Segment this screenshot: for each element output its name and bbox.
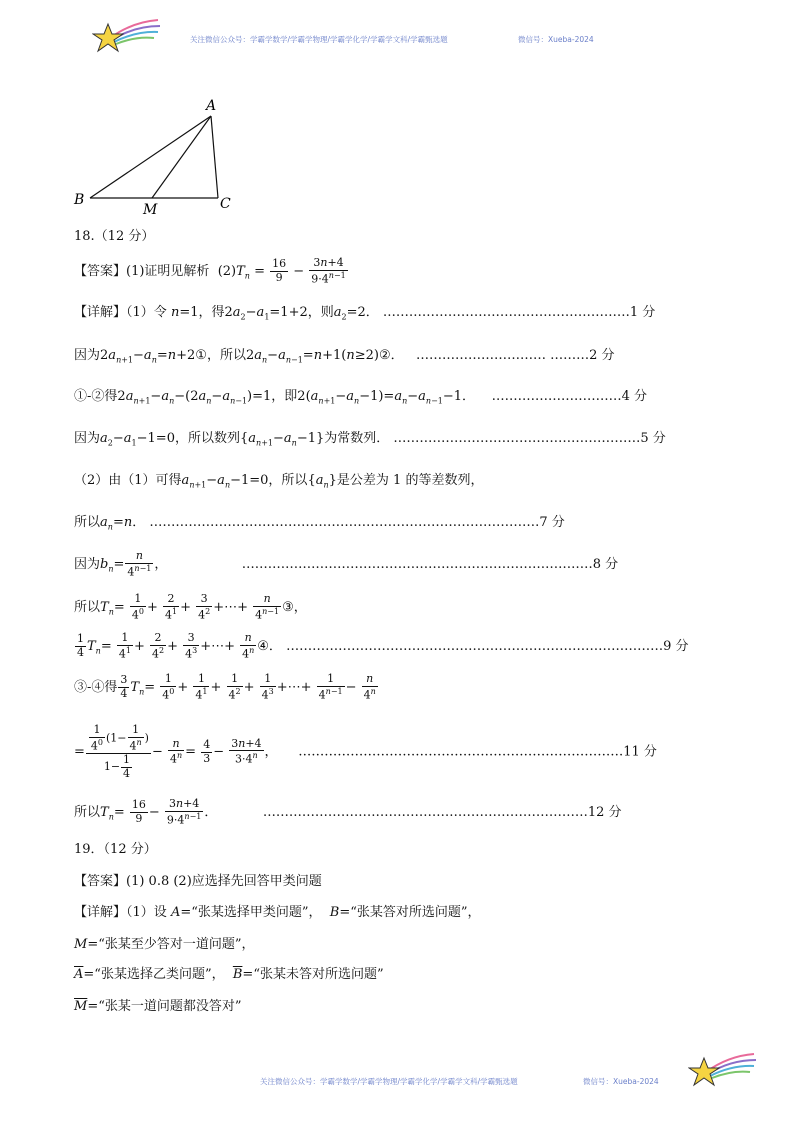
label-M: M [143,202,158,218]
footer-right: 微信号：Xueba-2024 [583,1077,659,1086]
q18-line11: = $\frac{1}{4^0}$ (1− $\frac{1}{4^n}$ ) 1− $\frac{1}{4}$ − $\frac{n}{4^n}$ = $\frac{4}{3}$ − $\frac{3n+4}{3\cdot 4^n}$ ， …………………………………………………………………11 分 [74,723,657,780]
label-C: C [220,196,231,212]
star-logo-icon [92,18,162,56]
q18-line1: 【详解】（1）令 n=1，得$2a_2-a_1=1+2$，则$a_2=2$． …………………………………………………1 分 [74,305,656,322]
q18-answer: 【答案】(1)证明见解析 $(2)T_n$ = $\frac{16}{9}$ − $\frac{3n+4}{9\cdot 4^{n-1}}$ [74,256,346,286]
label-A: A [206,98,217,114]
q19-line3: $\overline{A}=“$张某选择乙类问题”， $\overline{B}=“$张某未答对所选问题” [74,967,384,982]
q19-answer: 【答案】(1) 0.8 (2)应选择先回答甲类问题 [74,874,322,889]
header-top-right: 微信号：Xueba-2024 [518,35,594,44]
q18-line8: 所以$T_n=$ $\frac{1}{4^0}$ + $\frac{2}{4^1}$ + $\frac{3}{4^2}$ +⋯+ $\frac{n}{4^{n-1}}$ ③， [74,592,307,622]
q19-heading: 19．（12 分） [74,842,157,857]
q18-line2: 因为$2a_{n+1}-a_n=n+2①$，所以$2a_n-a_{n-1}=n+1(n\ge 2)②$． ………………………… ………2 分 [74,348,615,365]
q18-line7: 因为$b_n=$ $\frac{n}{4^{n-1}}$ ， ………………………………………………………………………8 分 [74,549,619,579]
q18-line4: 因为$a_2-a_1-1=0$，所以数列$\{a_{n+1}-a_n-1\}$为常数列． …………………………………………………5 分 [74,431,666,448]
header-top-left: 关注微信公众号：学霸学数学/学霸学物理/学霸学化学/学霸学文科/学霸甄选题 [190,35,448,44]
q18-line9: $\frac{1}{4}$ $T_n=$ $\frac{1}{4^1}$ + $\frac{2}{4^2}$ + $\frac{3}{4^3}$ +⋯+ $\frac{n}{4^n}$ ④． ……………………………………………………………………………9 分 [77,631,689,661]
side-AC [211,116,218,198]
footer-left: 关注微信公众号：学霸学数学/学霸学物理/学霸学化学/学霸学文科/学霸甄选题 [260,1077,518,1086]
q18-line3: ①-②得$2a_{n+1}-a_n-(2a_n-a_{n-1})=1$，即$2(a_{n+1}-a_n-1)=a_n-a_{n-1}-1$． …………………………4 分 [74,389,647,406]
triangle-figure [70,96,240,220]
q19-line1: 【详解】（1）设 A=“张某选择甲类问题”， B=“张某答对所选问题”， [74,905,481,920]
q18-line6: 所以$a_n=n$． ………………………………………………………………………………7 分 [74,515,565,532]
q19-line2: M=“张某至少答对一道问题”， [74,937,255,952]
q18-heading: 18.（12 分） [74,229,155,244]
star-logo-footer-icon [688,1052,758,1090]
q18-line10: ③-④得 $\frac{3}{4}$ $T_n=$ $\frac{1}{4^0}$ + $\frac{1}{4^1}$ + $\frac{1}{4^2}$ + $\frac{1}{4^3}$ +⋯+ $\frac{1}{4^{n-1}}$ − $\frac{n}{4^n}$ [74,672,376,702]
q18-line12: 所以$T_n=$ $\frac{16}{9}$ − $\frac{3n+4}{9\cdot 4^{n-1}}$ ． …………………………………………………………………12 分 [74,797,622,827]
label-B: B [74,192,85,208]
q18-line5: （2）由（1）可得$a_{n+1}-a_n-1=0$，所以$\{a_n\}$是公差为 1 的等差数列， [74,473,484,490]
median-AM [152,116,211,198]
side-AB [90,116,211,198]
q19-line4: $\overline{M}=“$张某一道问题都没答对” [74,999,242,1014]
